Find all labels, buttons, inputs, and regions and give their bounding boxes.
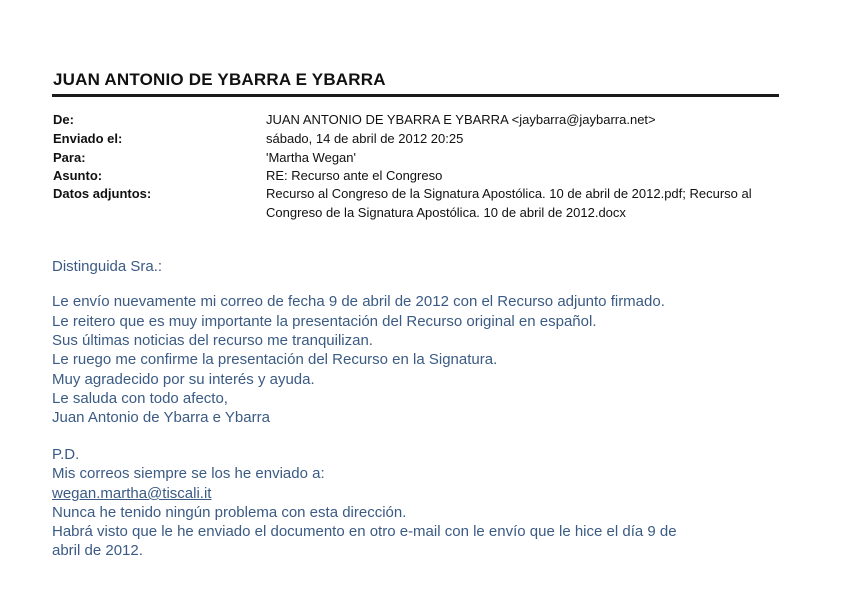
- body-line: Juan Antonio de Ybarra e Ybarra: [52, 409, 270, 426]
- ps-line: abril de 2012.: [52, 542, 143, 559]
- header-label-to: Para:: [53, 150, 86, 165]
- header-value-subject: RE: Recurso ante el Congreso: [266, 168, 443, 183]
- email-sender-name: JUAN ANTONIO DE YBARRA E YBARRA: [53, 70, 386, 89]
- header-value-to: 'Martha Wegan': [266, 150, 356, 165]
- header-label-from: De:: [53, 112, 74, 127]
- body-line: Le saluda con todo afecto,: [52, 390, 228, 407]
- header-value-attachments: Recurso al Congreso de la Signatura Apostólica. 10 de abril de 2012.pdf; Recurso al Congreso de la Signatura Apostólica. 10 de abril de 2012.docx: [266, 186, 752, 220]
- header-label-sent: Enviado el:: [53, 131, 123, 146]
- body-line: Muy agradecido por su interés y ayuda.: [52, 371, 315, 388]
- body-line: Sus últimas noticias del recurso me tranquilizan.: [52, 332, 373, 349]
- body-line: Le reitero que es muy importante la presentación del Recurso original en español.: [52, 313, 597, 330]
- ps-intro: Mis correos siempre se los he enviado a:: [52, 465, 325, 482]
- header-value-sent: sábado, 14 de abril de 2012 20:25: [266, 131, 464, 146]
- ps-line: Nunca he tenido ningún problema con esta dirección.: [52, 504, 407, 521]
- greeting: Distinguida Sra.:: [52, 258, 163, 275]
- header-value-from: JUAN ANTONIO DE YBARRA E YBARRA <jaybarra@jaybarra.net>: [266, 112, 656, 127]
- header-label-attachments: Datos adjuntos:: [53, 186, 152, 201]
- header-rule: [52, 94, 779, 97]
- body-line: Le ruego me confirme la presentación del Recurso en la Signatura.: [52, 351, 498, 368]
- ps-line: Habrá visto que le he enviado el documento en otro e-mail con le envío que le hice el día 9 de: [52, 523, 677, 540]
- header-label-subject: Asunto:: [53, 168, 103, 183]
- ps-label: P.D.: [52, 446, 80, 463]
- email-link[interactable]: wegan.martha@tiscali.it: [52, 485, 212, 502]
- body-line: Le envío nuevamente mi correo de fecha 9 de abril de 2012 con el Recurso adjunto firmado.: [52, 293, 665, 310]
